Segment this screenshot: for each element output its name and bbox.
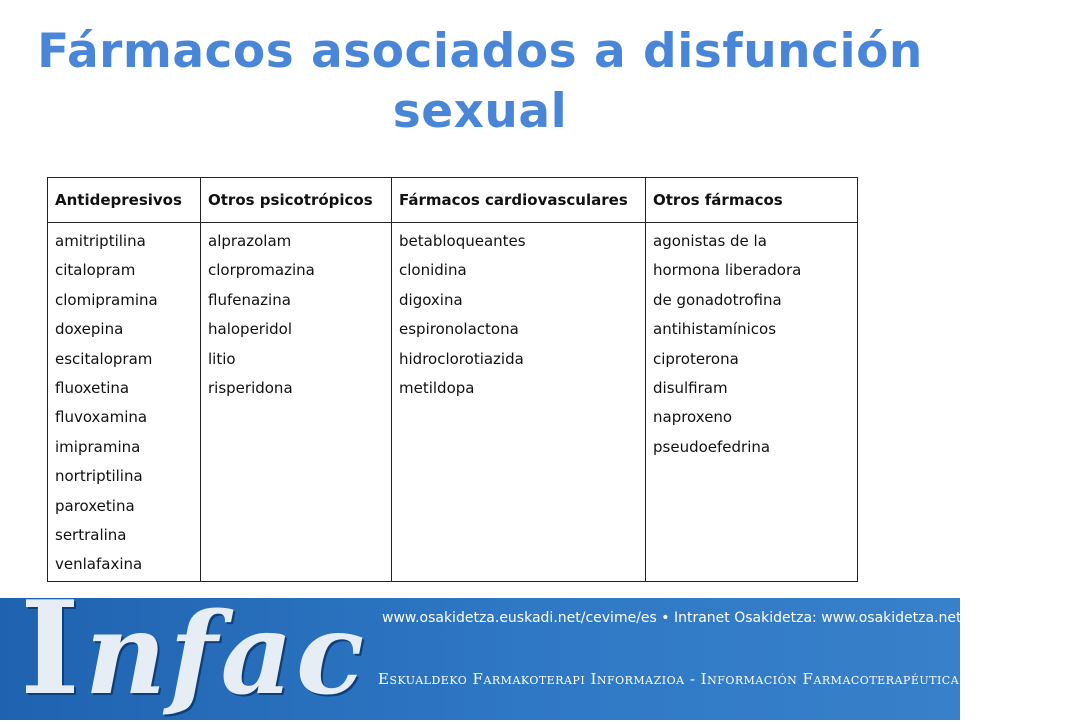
drug-item: fluoxetina bbox=[55, 379, 130, 398]
infac-logo bbox=[20, 574, 368, 724]
drug-item: fluvoxamina bbox=[55, 408, 148, 427]
drug-item: nortriptilina bbox=[55, 467, 143, 486]
drug-item: risperidona bbox=[208, 379, 293, 398]
drug-item: de gonadotrofina bbox=[653, 290, 782, 309]
cell-antidepresivos bbox=[48, 223, 201, 582]
drug-item: escitalopram bbox=[55, 349, 153, 368]
column-header-cardiovasculares: Fármacos cardiovasculares bbox=[392, 178, 646, 223]
cell-otros-psicotropicos bbox=[201, 223, 392, 582]
drug-item: ciproterona bbox=[653, 349, 739, 368]
drug-item: clomipramina bbox=[55, 290, 158, 309]
page-title bbox=[0, 22, 960, 142]
drug-item: alprazolam bbox=[208, 232, 292, 250]
page-title-line-1: Fármacos asociados a disfunción bbox=[37, 24, 923, 79]
drug-item: hormona liberadora bbox=[653, 261, 802, 280]
drug-item: hidroclorotiazida bbox=[399, 349, 524, 368]
footer-banner bbox=[0, 574, 1077, 724]
footer-urls[interactable]: www.osakidetza.euskadi.net/cevime/es • Intranet Osakidetza: www.osakidetza.net bbox=[382, 610, 962, 626]
drug-item: haloperidol bbox=[208, 320, 292, 339]
logo-rest: nfac bbox=[84, 589, 368, 720]
drug-item: agonistas de la bbox=[653, 232, 767, 250]
drug-item: litio bbox=[208, 349, 236, 368]
drug-item: pseudoefedrina bbox=[653, 437, 771, 456]
drug-item: citalopram bbox=[55, 261, 136, 280]
drug-item: disulfiram bbox=[653, 379, 728, 398]
drug-item: flufenazina bbox=[208, 290, 291, 309]
footer-tagline: Eskualdeko Farmakoterapi Informazioa - Información Farmacoterapéutica de la Comarca bbox=[378, 670, 1077, 688]
column-header-otros-psicotropicos: Otros psicotrópicos bbox=[201, 178, 392, 223]
drug-item: clonidina bbox=[399, 261, 467, 280]
drug-item: antihistamínicos bbox=[653, 320, 777, 339]
cell-otros-farmacos bbox=[646, 223, 858, 582]
table-row bbox=[48, 223, 858, 582]
column-header-otros-farmacos: Otros fármacos bbox=[646, 178, 858, 223]
drug-item: clorpromazina bbox=[208, 261, 315, 280]
logo-initial: I bbox=[20, 574, 83, 724]
drug-item: sertralina bbox=[55, 526, 127, 545]
table-header-row bbox=[48, 178, 858, 223]
drug-item: amitriptilina bbox=[55, 232, 146, 250]
drug-item: espironolactona bbox=[399, 320, 519, 339]
drug-item: metildopa bbox=[399, 379, 475, 398]
drug-item: naproxeno bbox=[653, 408, 733, 427]
page-title-line-2: sexual bbox=[392, 84, 568, 139]
cell-cardiovasculares bbox=[392, 223, 646, 582]
drug-table bbox=[47, 177, 858, 582]
drug-item: digoxina bbox=[399, 290, 463, 309]
drug-item: imipramina bbox=[55, 437, 141, 456]
column-header-antidepresivos: Antidepresivos bbox=[48, 178, 201, 223]
drug-item: doxepina bbox=[55, 320, 124, 339]
drug-item: betabloqueantes bbox=[399, 232, 526, 250]
drug-item: paroxetina bbox=[55, 496, 135, 515]
drug-item: venlafaxina bbox=[55, 555, 143, 574]
